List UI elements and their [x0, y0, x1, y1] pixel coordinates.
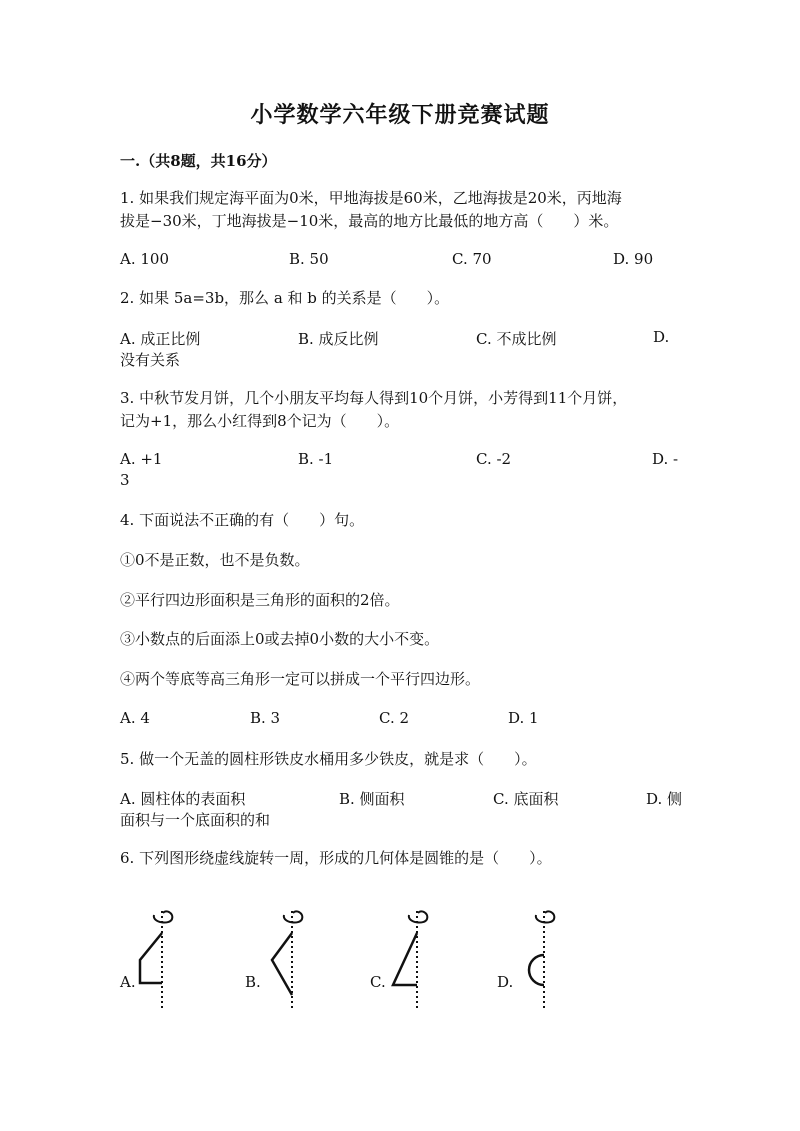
q3-option-b[interactable]: B. -1: [298, 450, 334, 468]
q2-option-c[interactable]: C. 不成比例: [476, 330, 557, 348]
q4-statement-1: ①0不是正数，也不是负数。: [120, 551, 310, 569]
q3-line-2: 记为+1，那么小红得到8个记为（ ）。: [120, 412, 400, 430]
figure-d-shape: [529, 955, 544, 985]
figure-c-triangle: [383, 905, 443, 1015]
q4-option-b[interactable]: B. 3: [250, 709, 281, 727]
q6-option-d[interactable]: D.: [497, 973, 514, 991]
q4-statement-3: ③小数点的后面添上0或去掉0小数的大小不变。: [120, 630, 440, 648]
q5-option-b[interactable]: B. 侧面积: [339, 790, 405, 808]
q5-option-d[interactable]: D. 侧: [646, 790, 683, 808]
figure-b-shape: [272, 933, 292, 995]
q2-option-b[interactable]: B. 成反比例: [298, 330, 379, 348]
q3-option-d-text[interactable]: 3: [120, 471, 130, 489]
figure-a-rotation-arrow-icon: [154, 911, 172, 922]
q5-option-c[interactable]: C. 底面积: [493, 790, 559, 808]
q3-option-a[interactable]: A. +1: [120, 450, 163, 468]
q2-line-1: 2. 如果 5a=3b，那么 a 和 b 的关系是（ ）。: [120, 289, 450, 307]
q5-option-d-text[interactable]: 面积与一个底面积的和: [120, 811, 271, 829]
q4-option-a[interactable]: A. 4: [120, 709, 150, 727]
q6-line-1: 6. 下列图形绕虚线旋转一周，形成的几何体是圆锥的是（ ）。: [120, 849, 552, 867]
q3-option-d[interactable]: D. -: [652, 450, 679, 468]
q1-line-1: 1. 如果我们规定海平面为0米，甲地海拔是60米，乙地海拔是20米，丙地海: [120, 189, 622, 207]
q1-line-2: 拔是−30米，丁地海拔是−10米，最高的地方比最低的地方高（ ）米。: [120, 212, 619, 230]
q4-line-1: 4. 下面说法不正确的有（ ）句。: [120, 511, 365, 529]
q6-option-b[interactable]: B.: [245, 973, 261, 991]
q5-line-1: 5. 做一个无盖的圆柱形铁皮水桶用多少铁皮，就是求（ ）。: [120, 750, 537, 768]
q4-statement-4: ④两个等底等高三角形一定可以拼成一个平行四边形。: [120, 670, 481, 688]
q5-option-a[interactable]: A. 圆柱体的表面积: [120, 790, 246, 808]
figure-b-zigzag: [258, 905, 318, 1015]
figure-b-rotation-arrow-icon: [284, 911, 302, 922]
figure-a-shape: [140, 933, 162, 983]
q6-option-a[interactable]: A.: [120, 973, 136, 991]
q1-option-a[interactable]: A. 100: [120, 250, 169, 268]
q1-option-d[interactable]: D. 90: [613, 250, 654, 268]
q4-statement-2: ②平行四边形面积是三角形的面积的2倍。: [120, 591, 400, 609]
q4-option-d[interactable]: D. 1: [508, 709, 539, 727]
figure-d-rotation-arrow-icon: [536, 911, 554, 922]
figure-d-semicircle: [510, 905, 570, 1015]
q2-option-a[interactable]: A. 成正比例: [120, 330, 201, 348]
q2-option-d[interactable]: D.: [653, 328, 670, 346]
q3-option-c[interactable]: C. -2: [476, 450, 512, 468]
q6-option-c[interactable]: C.: [370, 973, 386, 991]
figure-c-shape: [393, 933, 417, 985]
q3-line-1: 3. 中秋节发月饼，几个小朋友平均每人得到10个月饼，小芳得到11个月饼，: [120, 389, 628, 407]
q1-option-c[interactable]: C. 70: [452, 250, 492, 268]
q2-option-d-text[interactable]: 没有关系: [120, 351, 181, 369]
figure-c-rotation-arrow-icon: [409, 911, 427, 922]
q1-option-b[interactable]: B. 50: [289, 250, 329, 268]
section-header: 一.（共8题，共16分）: [120, 152, 277, 170]
q4-option-c[interactable]: C. 2: [379, 709, 410, 727]
figure-a-trapezoid: [130, 905, 190, 1015]
page-title: 小学数学六年级下册竞赛试题: [250, 102, 550, 128]
